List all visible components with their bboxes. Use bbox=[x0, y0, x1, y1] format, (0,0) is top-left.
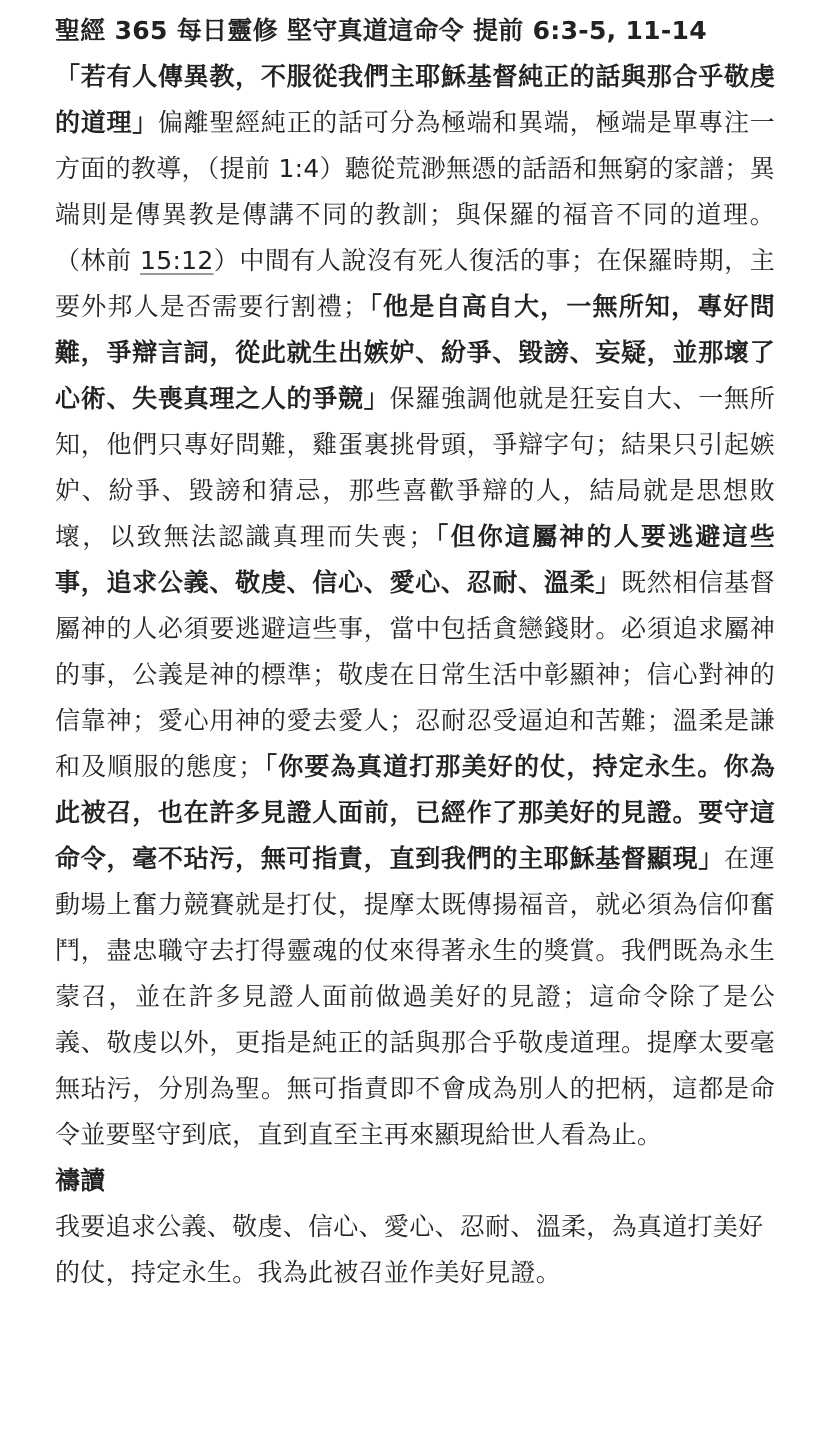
commentary-1: 偏離聖經純正的話可分為極端和異端，極端是單專注一方面的教導，（提前 1:4）聽從荒渺無憑的話語和無窮的家譜；異端則是傳異教是傳講不同的教訓；與保羅的福音不同的道理。（林前 bbox=[55, 108, 775, 275]
commentary-2: ）中間有人說沒有死人復活的事；在保羅時期，主要外邦人是否需要行割禮； bbox=[55, 246, 775, 321]
scripture-quote-2: 「他是自高自大，一無所知，專好問難，爭辯言詞，從此就生出嫉妒、紛爭、毀謗、妄疑，並那壞了心術、失喪真理之人的爭競」 bbox=[55, 292, 775, 413]
scripture-quote-4: 「你要為真道打那美好的仗，持定永生。你為此被召，也在許多見證人面前，已經作了那美好的見證。要守這命令，毫不玷污，無可指責，直到我們的主耶穌基督顯現」 bbox=[55, 752, 775, 873]
commentary-4: 既然相信基督屬神的人必須要逃避這些事，當中包括貪戀錢財。必須追求屬神的事，公義是神的標準；敬虔在日常生活中彰顯神；信心對神的信靠神；愛心用神的愛去愛人；忍耐忍受逼迫和苦難；溫柔是謙和及順服的態度； bbox=[55, 568, 775, 781]
devotional-title: 聖經 365 每日靈修 堅守真道這命令 提前 6:3-5, 11-14 bbox=[55, 16, 707, 45]
scripture-quote-1: 「若有人傳異教，不服從我們主耶穌基督純正的話與那合乎敬虔的道理」 bbox=[55, 62, 775, 137]
prayer-text: 我要追求公義、敬虔、信心、愛心、忍耐、溫柔，為真道打美好的仗，持定永生。我為此被召並作美好見證。 bbox=[55, 1212, 764, 1287]
prayer-heading: 禱讀 bbox=[55, 1166, 106, 1195]
devotional-page bbox=[55, 8, 775, 1296]
commentary-5: 在運動場上奮力競賽就是打仗，提摩太既傳揚福音，就必須為信仰奮鬥，盡忠職守去打得靈魂的仗來得著永生的獎賞。我們既為永生蒙召，並在許多見證人面前做過美好的見證；這命令除了是公義、敬虔以外，更指是純正的話與那合乎敬虔道理。提摩太要毫無玷污，分別為聖。無可指責即不會成為別人的把柄，這都是命令並要堅守到底，直到直至主再來顯現給世人看為止。 bbox=[55, 844, 775, 1149]
scripture-quote-3: 「但你這屬神的人要逃避這些事，追求公義、敬虔、信心、愛心、忍耐、溫柔」 bbox=[55, 522, 776, 597]
commentary-3: 保羅強調他就是狂妄自大、一無所知，他們只專好問難，雞蛋裏挑骨頭，爭辯字句；結果只引起嫉妒、紛爭、毀謗和猜忌，那些喜歡爭辯的人，結局就是思想敗壞，以致無法認識真理而失喪； bbox=[55, 384, 775, 551]
scripture-reference-link[interactable]: 15:12 bbox=[140, 246, 214, 275]
devotional-body bbox=[55, 54, 775, 1158]
